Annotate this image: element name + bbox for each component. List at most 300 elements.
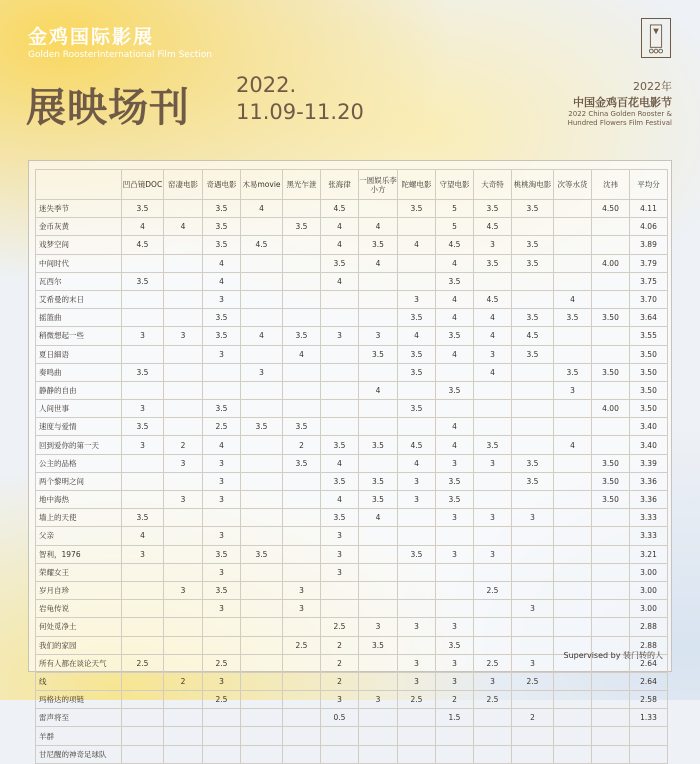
score-cell [554, 236, 592, 254]
score-cell [164, 472, 203, 490]
score-cell: 2.5 [512, 672, 554, 690]
table-row [36, 400, 668, 418]
table-row [36, 345, 668, 363]
score-cell: 4.00 [592, 400, 630, 418]
score-cell [241, 254, 283, 272]
score-cell: 3.5 [359, 472, 398, 490]
average-score: 3.40 [630, 436, 668, 454]
score-cell [359, 272, 398, 290]
score-cell: 3 [164, 491, 203, 509]
film-title: 戏梦空间 [36, 236, 122, 254]
score-cell: 2 [436, 691, 474, 709]
score-cell [359, 527, 398, 545]
score-cell [241, 600, 283, 618]
score-cell [512, 491, 554, 509]
score-cell [164, 418, 203, 436]
score-cell [203, 363, 241, 381]
score-cell [241, 636, 283, 654]
score-cell [122, 563, 164, 581]
score-cell [512, 290, 554, 308]
table-row [36, 581, 668, 599]
film-title: 何处觅净土 [36, 618, 122, 636]
film-title: 荣耀女王 [36, 563, 122, 581]
score-cell [122, 472, 164, 490]
score-cell [592, 545, 630, 563]
column-header-reviewer: 大奇特 [474, 170, 512, 200]
table-row [36, 218, 668, 236]
score-cell [436, 527, 474, 545]
score-cell: 3 [321, 691, 359, 709]
score-cell [241, 709, 283, 727]
score-cell: 2.5 [474, 691, 512, 709]
column-header-reviewer: 次等水货 [554, 170, 592, 200]
score-cell: 4 [398, 454, 436, 472]
score-cell: 3.5 [554, 309, 592, 327]
score-cell: 4.00 [592, 254, 630, 272]
score-cell: 3 [398, 672, 436, 690]
film-title: 所有人都在谈论天气 [36, 654, 122, 672]
score-cell: 3 [436, 454, 474, 472]
score-cell: 4 [203, 436, 241, 454]
score-cell: 4 [321, 491, 359, 509]
score-cell: 4 [321, 272, 359, 290]
score-cell [359, 745, 398, 763]
score-cell: 3.5 [203, 236, 241, 254]
score-cell [592, 436, 630, 454]
score-card [28, 160, 672, 759]
score-cell: 4 [436, 345, 474, 363]
column-header-reviewer: 凹凸镜DOC [122, 170, 164, 200]
score-table [35, 169, 668, 764]
festival-year: 2022年 [633, 80, 672, 93]
score-cell [398, 218, 436, 236]
score-cell [241, 654, 283, 672]
score-cell [512, 218, 554, 236]
film-title: 父亲 [36, 527, 122, 545]
score-cell [321, 381, 359, 399]
score-cell: 4 [436, 254, 474, 272]
page-title: 展映场刊 [26, 85, 190, 131]
average-score: 3.89 [630, 236, 668, 254]
score-cell [474, 727, 512, 745]
score-cell [164, 709, 203, 727]
score-cell: 4.5 [436, 236, 474, 254]
festival-name-en-1: 2022 China Golden Rooster & [568, 110, 672, 118]
score-cell [474, 636, 512, 654]
score-cell [512, 272, 554, 290]
score-cell [512, 363, 554, 381]
score-cell [283, 254, 321, 272]
score-cell [164, 727, 203, 745]
score-cell [321, 418, 359, 436]
score-cell [164, 545, 203, 563]
score-cell: 3 [474, 236, 512, 254]
score-cell: 3.5 [283, 418, 321, 436]
score-cell [398, 272, 436, 290]
column-header-reviewer: 桃桃淘电影 [512, 170, 554, 200]
score-cell [321, 581, 359, 599]
score-cell [512, 527, 554, 545]
score-cell [474, 745, 512, 763]
score-cell: 4 [474, 309, 512, 327]
score-cell [592, 600, 630, 618]
average-score: 2.64 [630, 654, 668, 672]
score-cell: 4.5 [122, 236, 164, 254]
score-cell: 4 [436, 309, 474, 327]
score-cell [359, 454, 398, 472]
score-cell: 4 [321, 454, 359, 472]
score-cell: 3 [474, 454, 512, 472]
column-header-reviewer: 平均分 [630, 170, 668, 200]
score-cell: 3.5 [398, 200, 436, 218]
score-cell: 3 [512, 654, 554, 672]
score-cell [474, 527, 512, 545]
average-score: 2.58 [630, 691, 668, 709]
film-title: 回到爱你的第一天 [36, 436, 122, 454]
score-cell [283, 309, 321, 327]
average-score: 3.50 [630, 363, 668, 381]
score-cell [554, 327, 592, 345]
score-cell [321, 345, 359, 363]
column-header-reviewer: 窑凄电影 [164, 170, 203, 200]
table-row [36, 327, 668, 345]
score-cell [122, 254, 164, 272]
score-cell: 2 [164, 672, 203, 690]
score-cell: 3.5 [359, 491, 398, 509]
score-cell [554, 618, 592, 636]
score-cell [398, 381, 436, 399]
score-cell [554, 581, 592, 599]
score-cell [321, 400, 359, 418]
score-cell [122, 618, 164, 636]
average-score: 1.33 [630, 709, 668, 727]
table-row [36, 309, 668, 327]
score-cell [359, 600, 398, 618]
score-cell: 2 [164, 436, 203, 454]
score-cell: 3.5 [436, 636, 474, 654]
average-score [630, 727, 668, 745]
score-cell [436, 363, 474, 381]
score-cell [592, 218, 630, 236]
score-cell: 3 [241, 363, 283, 381]
score-cell: 2 [321, 636, 359, 654]
score-cell [164, 381, 203, 399]
score-cell [283, 727, 321, 745]
score-cell: 3.5 [512, 236, 554, 254]
score-cell: 3 [203, 600, 241, 618]
score-cell [241, 218, 283, 236]
score-cell: 3 [321, 527, 359, 545]
score-cell [359, 709, 398, 727]
score-cell: 3.5 [359, 345, 398, 363]
score-cell: 3 [164, 581, 203, 599]
table-row [36, 472, 668, 490]
score-cell [359, 581, 398, 599]
score-cell [592, 618, 630, 636]
score-cell: 4 [436, 418, 474, 436]
score-cell: 3 [359, 691, 398, 709]
score-cell: 3 [436, 654, 474, 672]
score-cell: 3.5 [512, 472, 554, 490]
score-cell: 3.5 [474, 436, 512, 454]
score-cell [398, 254, 436, 272]
score-cell: 3.5 [398, 345, 436, 363]
score-cell [512, 581, 554, 599]
table-row [36, 527, 668, 545]
score-cell [122, 672, 164, 690]
score-cell [241, 272, 283, 290]
table-row [36, 363, 668, 381]
score-cell [164, 200, 203, 218]
score-cell: 3.5 [203, 218, 241, 236]
score-cell [554, 545, 592, 563]
score-cell [283, 363, 321, 381]
score-cell [321, 745, 359, 763]
score-cell: 2.5 [203, 654, 241, 672]
score-cell [203, 618, 241, 636]
score-cell: 3 [203, 527, 241, 545]
score-cell: 4 [283, 345, 321, 363]
score-cell: 4 [554, 436, 592, 454]
score-cell [592, 345, 630, 363]
score-cell [359, 400, 398, 418]
table-row [36, 618, 668, 636]
score-cell [359, 563, 398, 581]
score-cell: 3 [398, 618, 436, 636]
score-cell [436, 600, 474, 618]
score-cell: 3.5 [554, 363, 592, 381]
score-cell: 4 [359, 254, 398, 272]
film-title: 线 [36, 672, 122, 690]
score-cell: 3 [203, 672, 241, 690]
score-cell: 3.5 [283, 454, 321, 472]
table-row [36, 709, 668, 727]
score-cell: 4 [436, 436, 474, 454]
score-cell [321, 727, 359, 745]
score-cell [241, 400, 283, 418]
film-title: 墙上的天使 [36, 509, 122, 527]
score-cell: 2.5 [283, 636, 321, 654]
average-score: 3.50 [630, 381, 668, 399]
score-cell: 3 [436, 618, 474, 636]
score-cell [241, 381, 283, 399]
score-cell: 3.5 [436, 327, 474, 345]
score-cell [474, 381, 512, 399]
brand-title-cn: 金鸡国际影展 [28, 26, 155, 48]
average-score: 2.64 [630, 672, 668, 690]
score-cell [474, 618, 512, 636]
score-cell [283, 290, 321, 308]
score-cell [203, 709, 241, 727]
average-score: 3.50 [630, 345, 668, 363]
score-cell: 3.50 [592, 363, 630, 381]
film-title: 公主的品格 [36, 454, 122, 472]
table-row [36, 509, 668, 527]
score-cell [474, 600, 512, 618]
score-cell: 3.5 [321, 436, 359, 454]
table-row [36, 454, 668, 472]
score-cell [241, 491, 283, 509]
score-cell [122, 745, 164, 763]
score-cell [283, 491, 321, 509]
score-cell [592, 418, 630, 436]
score-cell: 3 [321, 563, 359, 581]
festival-info [568, 78, 672, 128]
score-cell: 4 [203, 254, 241, 272]
score-cell [122, 709, 164, 727]
average-score: 3.21 [630, 545, 668, 563]
score-cell [554, 454, 592, 472]
table-row [36, 418, 668, 436]
score-cell [592, 672, 630, 690]
score-cell [283, 654, 321, 672]
score-cell [474, 491, 512, 509]
score-cell [122, 600, 164, 618]
score-cell [241, 581, 283, 599]
average-score: 3.55 [630, 327, 668, 345]
score-cell [283, 509, 321, 527]
score-cell [592, 381, 630, 399]
score-cell [283, 545, 321, 563]
score-cell [164, 363, 203, 381]
score-cell [203, 509, 241, 527]
score-cell: 4.5 [321, 200, 359, 218]
score-cell [592, 727, 630, 745]
score-cell: 4.5 [512, 327, 554, 345]
average-score: 3.70 [630, 290, 668, 308]
score-cell [241, 672, 283, 690]
score-cell [474, 400, 512, 418]
table-row [36, 272, 668, 290]
score-cell: 4 [359, 218, 398, 236]
score-cell: 3 [474, 509, 512, 527]
score-cell: 3.5 [474, 200, 512, 218]
column-header-reviewer: 黑光乍泄 [283, 170, 321, 200]
score-cell [283, 745, 321, 763]
score-cell: 3 [474, 345, 512, 363]
score-cell: 4.5 [474, 290, 512, 308]
score-cell: 3.5 [122, 200, 164, 218]
score-cell: 3 [164, 454, 203, 472]
table-row [36, 491, 668, 509]
score-cell: 2.5 [474, 654, 512, 672]
score-cell [241, 436, 283, 454]
score-cell: 3 [203, 345, 241, 363]
score-cell [164, 236, 203, 254]
score-cell [164, 272, 203, 290]
score-cell: 3 [203, 563, 241, 581]
score-cell [398, 581, 436, 599]
score-cell: 5 [436, 200, 474, 218]
score-cell [283, 200, 321, 218]
column-header-reviewer: 张海律 [321, 170, 359, 200]
score-cell: 3.5 [122, 418, 164, 436]
score-cell [512, 418, 554, 436]
score-cell: 4 [321, 236, 359, 254]
score-cell [122, 381, 164, 399]
score-cell: 4 [398, 327, 436, 345]
score-cell [554, 418, 592, 436]
table-body [36, 200, 668, 764]
table-row [36, 290, 668, 308]
score-cell [512, 563, 554, 581]
score-cell: 3 [474, 672, 512, 690]
score-cell: 3.5 [241, 418, 283, 436]
score-cell [554, 600, 592, 618]
score-cell [164, 254, 203, 272]
score-cell: 3 [203, 472, 241, 490]
average-score: 3.36 [630, 472, 668, 490]
score-cell [241, 472, 283, 490]
column-header-reviewer: 守望电影 [436, 170, 474, 200]
score-cell [122, 290, 164, 308]
score-cell: 4 [241, 327, 283, 345]
score-cell: 3 [122, 545, 164, 563]
score-cell: 3.50 [592, 491, 630, 509]
score-cell [164, 600, 203, 618]
score-cell [554, 727, 592, 745]
score-cell [164, 654, 203, 672]
score-cell [164, 636, 203, 654]
score-cell [554, 563, 592, 581]
film-title: 人间世事 [36, 400, 122, 418]
score-cell [554, 345, 592, 363]
film-title: 甘尼醒的神奇足球队 [36, 745, 122, 763]
score-cell: 3.5 [321, 509, 359, 527]
score-cell: 3 [359, 327, 398, 345]
score-cell [164, 563, 203, 581]
score-cell [398, 709, 436, 727]
score-cell: 3.5 [283, 218, 321, 236]
film-title: 羊群 [36, 727, 122, 745]
score-cell: 3 [321, 327, 359, 345]
score-cell: 4 [203, 272, 241, 290]
score-cell: 3 [436, 545, 474, 563]
score-cell [436, 400, 474, 418]
film-title: 奏鸣曲 [36, 363, 122, 381]
score-cell: 3.50 [592, 309, 630, 327]
score-cell [592, 563, 630, 581]
score-cell: 3 [164, 327, 203, 345]
score-cell [398, 563, 436, 581]
film-title: 岩龟传说 [36, 600, 122, 618]
score-cell [398, 509, 436, 527]
score-cell [554, 254, 592, 272]
score-cell [474, 418, 512, 436]
score-cell [398, 636, 436, 654]
supervised-by: Supervised by 装门转的人 [563, 651, 663, 660]
score-cell: 3.5 [122, 363, 164, 381]
score-cell: 2 [321, 654, 359, 672]
score-cell [398, 600, 436, 618]
score-cell: 4 [474, 327, 512, 345]
score-cell [122, 345, 164, 363]
score-cell [359, 545, 398, 563]
score-cell: 3 [122, 400, 164, 418]
score-cell [359, 309, 398, 327]
average-score: 3.33 [630, 509, 668, 527]
score-cell: 3.5 [436, 472, 474, 490]
average-score: 3.00 [630, 563, 668, 581]
score-cell [164, 618, 203, 636]
score-cell [554, 509, 592, 527]
score-cell [512, 381, 554, 399]
film-title: 夏日細语 [36, 345, 122, 363]
score-cell [398, 745, 436, 763]
score-cell: 3.5 [512, 454, 554, 472]
score-cell [359, 654, 398, 672]
score-cell: 3.50 [592, 472, 630, 490]
